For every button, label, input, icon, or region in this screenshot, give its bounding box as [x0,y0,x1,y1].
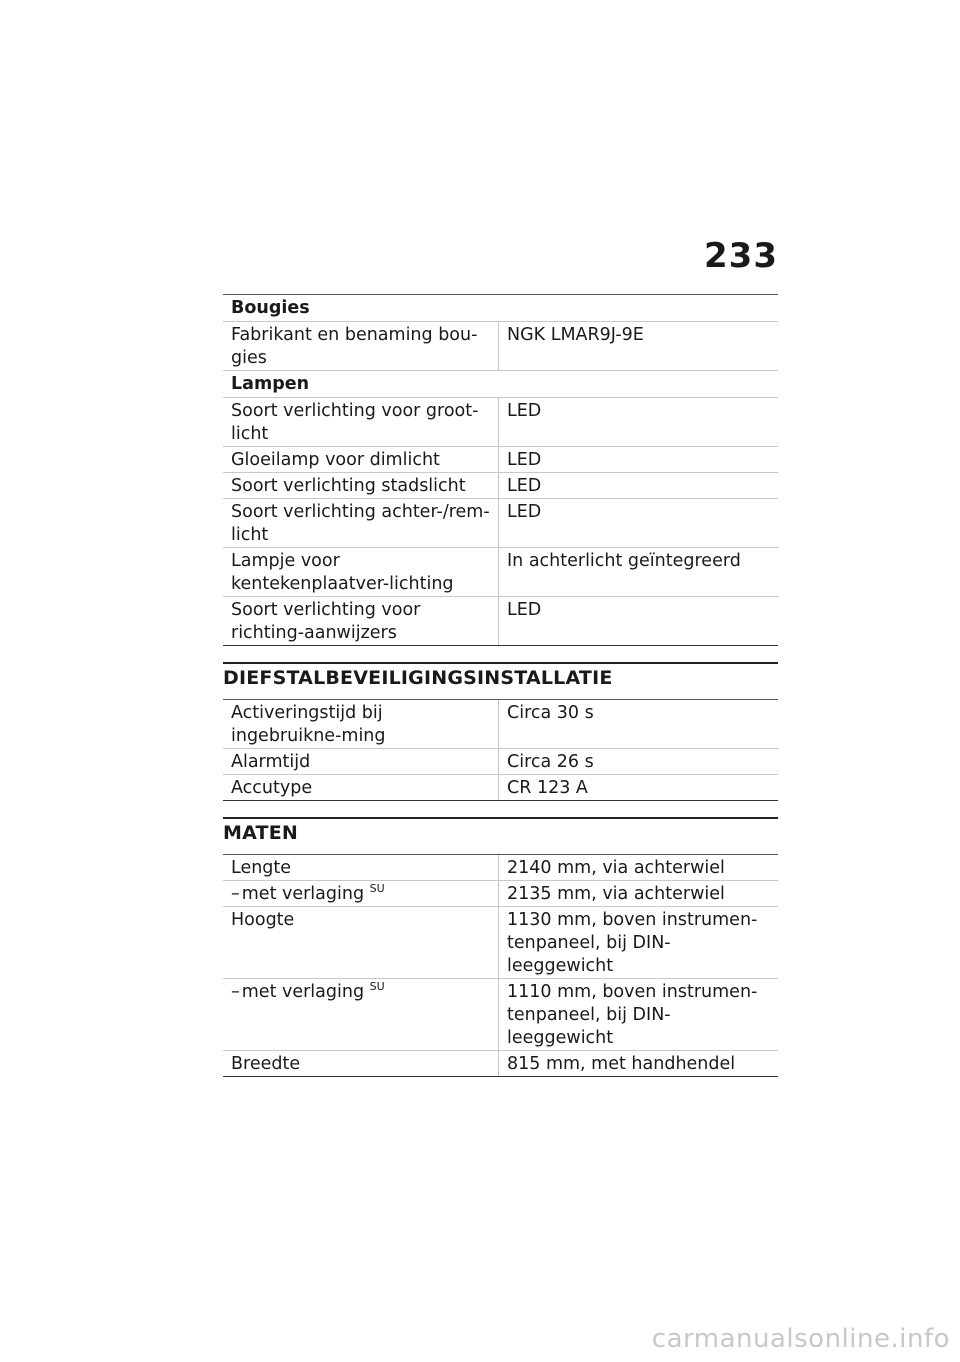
table-row [223,979,778,1051]
spec-value: CR 123 A [499,775,779,801]
spec-label: Gloeilamp voor dimlicht [223,447,499,473]
diefstal-table [223,700,778,801]
spec-label: Alarmtijd [223,749,499,775]
spec-label-text: met verlaging [241,982,365,1002]
spec-label: Soort verlichting voor groot-licht [223,398,499,447]
su-marker: SU [369,882,385,896]
table-row [223,749,778,775]
spec-value: 815 mm, met handhendel [499,1051,779,1077]
table-row [223,700,778,749]
spec-value: LED [499,398,779,447]
spec-value: 2140 mm, via achterwiel [499,855,779,881]
spec-label: Lampje voor kentekenplaatver-lichting [223,548,499,597]
table-row [223,473,778,499]
spec-label: Accutype [223,775,499,801]
group-header-lampen [223,371,778,398]
spec-content [223,294,778,1077]
spec-value: LED [499,499,779,548]
spec-label-sub [223,881,499,907]
table-row [223,447,778,473]
group-header-bougies [223,295,778,322]
spec-value: 1110 mm, boven instrumen-tenpaneel, bij DIN-leeggewicht [499,979,779,1051]
section-title-maten: MATEN [223,817,778,855]
spec-label: Soort verlichting achter-/rem-licht [223,499,499,548]
spec-value: LED [499,473,779,499]
spec-label: Breedte [223,1051,499,1077]
spec-value: 1130 mm, boven instrumen-tenpaneel, bij DIN-leeggewicht [499,907,779,979]
spec-value: In achterlicht geïntegreerd [499,548,779,597]
spec-label: Fabrikant en benaming bou-gies [223,322,499,371]
spec-value: Circa 26 s [499,749,779,775]
spec-label: Lengte [223,855,499,881]
table-row [223,775,778,801]
spec-value: LED [499,597,779,646]
group-title: Bougies [223,295,778,322]
spec-value: NGK LMAR9J-9E [499,322,779,371]
table-row [223,907,778,979]
table-row [223,597,778,646]
table-row [223,881,778,907]
table-row [223,499,778,548]
table-row [223,855,778,881]
spec-label: Soort verlichting voor richting-aanwijzers [223,597,499,646]
table-row [223,322,778,371]
spec-value: LED [499,447,779,473]
spec-label: Activeringstijd bij ingebruikne-ming [223,700,499,749]
group-title: Lampen [223,371,778,398]
bougies-lampen-table [223,294,778,646]
su-marker: SU [369,980,385,994]
watermark: carmanualsonline.info [651,1324,950,1354]
maten-table [223,855,778,1077]
spec-value: 2135 mm, via achterwiel [499,881,779,907]
spec-label: Hoogte [223,907,499,979]
table-row [223,398,778,447]
spec-label-sub [223,979,499,1051]
spec-label: Soort verlichting stadslicht [223,473,499,499]
spec-value: Circa 30 s [499,700,779,749]
dash-prefix: – [231,982,240,1002]
spec-label-text: met verlaging [241,884,365,904]
table-row [223,548,778,597]
section-title-diefstal: DIEFSTALBEVEILIGINGSINSTALLATIE [223,662,778,700]
table-row [223,1051,778,1077]
dash-prefix: – [231,884,240,904]
page-number: 233 [704,236,778,276]
